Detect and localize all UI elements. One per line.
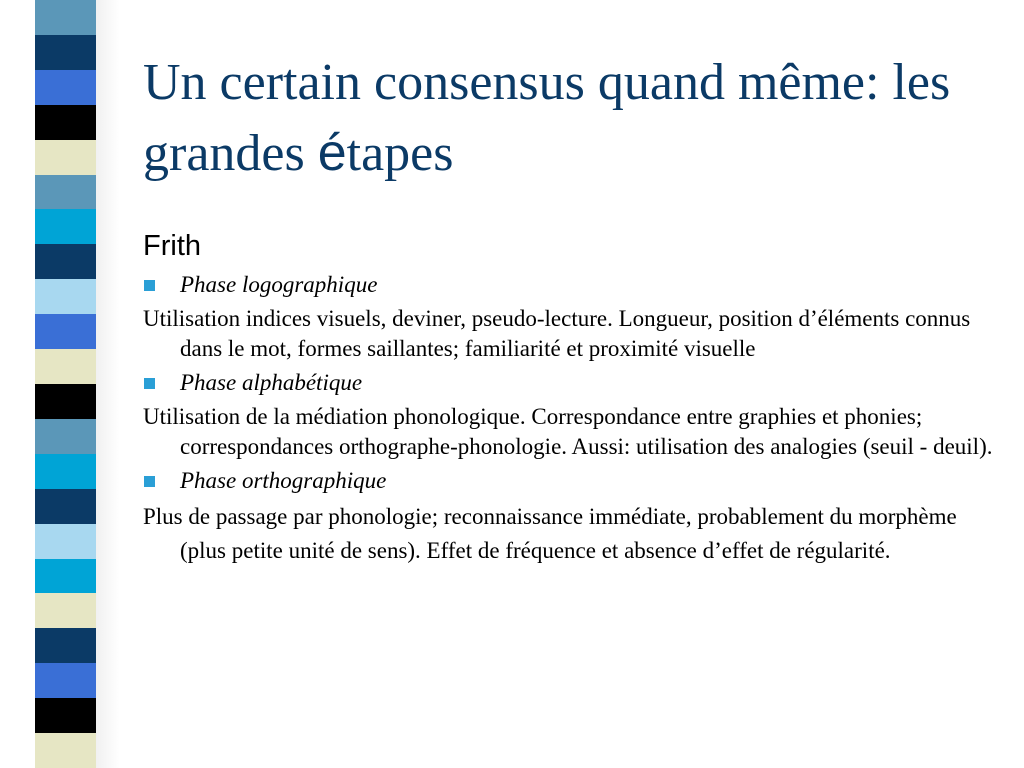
stripe-segment — [35, 628, 96, 663]
stripe-segment — [35, 175, 96, 210]
body-paragraph: Utilisation indices visuels, deviner, pseudo-lecture. Longueur, position d’éléments connus dans le mot, formes saillantes; familiarité et proximité visuelle — [143, 306, 971, 361]
stripe-segment — [35, 209, 96, 244]
stripe-segment — [35, 70, 96, 105]
square-bullet-icon — [144, 378, 155, 389]
stripe-segment — [35, 663, 96, 698]
square-bullet-icon — [144, 476, 155, 487]
stripe-segment — [35, 349, 96, 384]
slide-body — [143, 228, 1003, 572]
stripe-segment — [35, 698, 96, 733]
bullet-item — [143, 270, 1003, 300]
section-heading: Frith — [143, 230, 201, 262]
stripe-segment — [35, 0, 96, 35]
stripe-segment — [35, 733, 96, 768]
bullet-label: Phase logographique — [180, 272, 378, 297]
stripe-segment — [35, 279, 96, 314]
title-text-part1: Un certain consensus quand même: les grandes — [143, 54, 951, 182]
stripe-segment — [35, 105, 96, 140]
stripe-segment — [35, 524, 96, 559]
bullet-item — [143, 466, 1003, 496]
stripe-segment — [35, 489, 96, 524]
stripe-segment — [35, 384, 96, 419]
stripe-segment — [35, 314, 96, 349]
stripe-segment — [35, 454, 96, 489]
title-text-part2: tapes — [346, 125, 454, 182]
decorative-stripe — [35, 0, 96, 768]
stripe-segment — [35, 140, 96, 175]
square-bullet-icon — [144, 280, 155, 291]
stripe-segment — [35, 559, 96, 594]
bullet-item — [143, 368, 1003, 398]
bullet-label: Phase alphabétique — [180, 370, 363, 395]
stripe-segment — [35, 244, 96, 279]
bullet-label: Phase orthographique — [180, 468, 387, 493]
title-text-accent: é — [317, 124, 347, 182]
stripe-segment — [35, 35, 96, 70]
slide-title — [143, 48, 1003, 189]
body-paragraph: Utilisation de la médiation phonologique. Correspondance entre graphies et phonies; correspondances orthographe-phonologie. Aussi: utilisation des analogies (seuil - deuil). — [143, 404, 993, 459]
stripe-segment — [35, 419, 96, 454]
stripe-segment — [35, 593, 96, 628]
body-paragraph: Plus de passage par phonologie; reconnaissance immédiate, probablement du morphème (plus petite unité de sens). Effet de fréquence et absence d’effet de régularité. — [143, 504, 957, 563]
